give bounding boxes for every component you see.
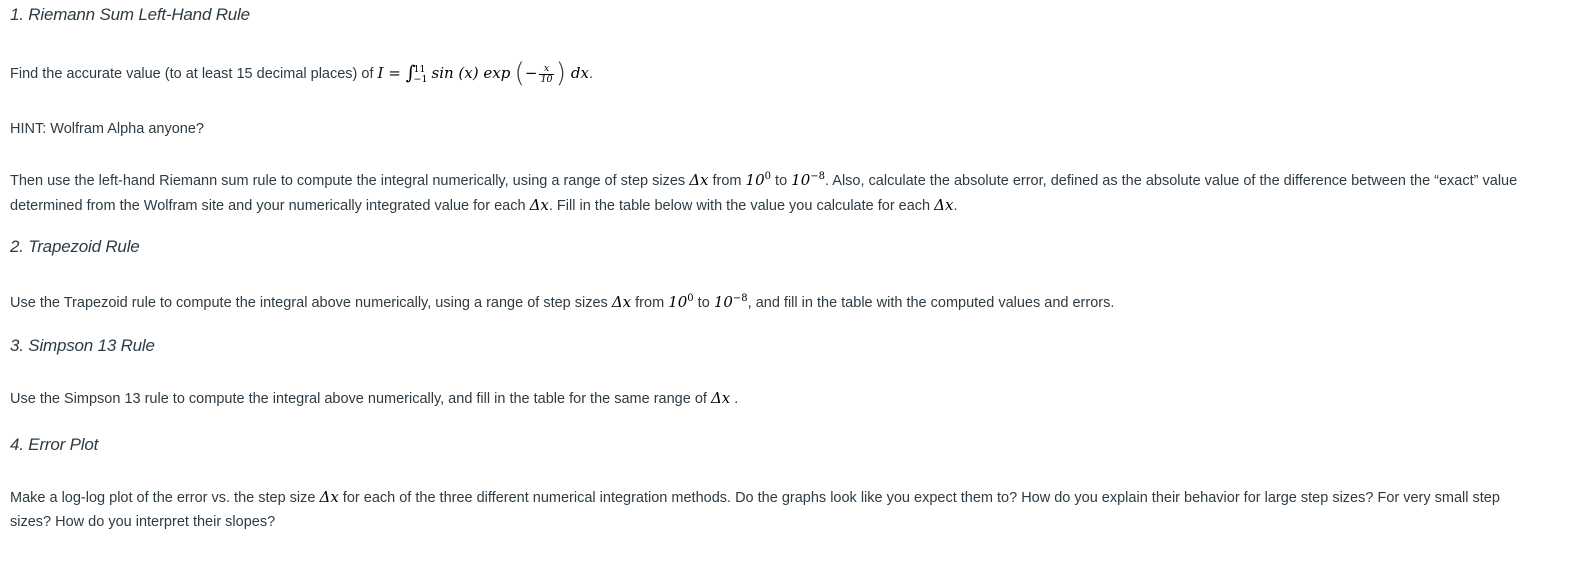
math-delta-x: Δx	[319, 488, 339, 506]
integral-limits	[413, 65, 427, 85]
integral-expression	[406, 58, 432, 90]
fraction-denominator: 10	[540, 73, 553, 85]
math-delta-x: Δx	[529, 196, 549, 214]
minus-sign: −	[524, 64, 538, 82]
period: .	[588, 66, 593, 82]
math-delta-x: Δx	[611, 293, 632, 311]
section-heading-trapezoid: 2. Trapezoid Rule	[10, 237, 140, 256]
math-power-exponent: −8	[810, 171, 826, 182]
paragraph-error-plot-instructions	[10, 485, 1545, 534]
big-paren-close: )	[555, 58, 567, 90]
text: . Also, calculate the absolute error, defined as the absolute value of the difference between the “exact” value determined from the Wolfram site and your numerically integrated value for each	[10, 173, 1518, 214]
big-paren-open: (	[514, 58, 525, 90]
section-heading-simpson: 3. Simpson 13 Rule	[10, 336, 155, 355]
paragraph-trapezoid-instructions	[10, 287, 1545, 315]
text: Make a log-log plot of the error vs. the step size	[10, 490, 320, 506]
var-x: x	[464, 64, 473, 82]
math-equals: =	[383, 64, 406, 82]
text: . Fill in the table below with the value you calculate for each	[548, 198, 935, 214]
paren-open: (	[453, 64, 465, 82]
math-power-base: 10	[791, 171, 811, 189]
paragraph-simpson-instructions	[10, 386, 1545, 411]
integral-sign: ∫	[405, 62, 416, 85]
math-power-base: 10	[745, 171, 765, 189]
paragraph-hint: HINT: Wolfram Alpha anyone?	[10, 121, 204, 137]
text: Find the accurate value (to at least 15 decimal places) of	[10, 66, 378, 82]
math-delta-x: Δx	[689, 171, 709, 189]
text: Use the Trapezoid rule to compute the integral above numerically, using a range of step sizes	[10, 295, 612, 311]
math-power-exponent: −8	[732, 293, 748, 304]
fraction-numerator: x	[539, 64, 553, 75]
text: to	[693, 295, 714, 311]
text: , and fill in the table with the computed values and errors.	[747, 295, 1115, 311]
func-exp: exp	[483, 64, 511, 82]
math-delta-x: Δx	[934, 196, 954, 214]
paragraph-find-value	[10, 58, 1545, 90]
integral-upper-limit: 11	[413, 64, 426, 76]
math-power-exponent: 0	[687, 293, 694, 304]
text: from	[708, 173, 746, 189]
math-delta-x: Δx	[710, 389, 731, 407]
integral-lower-limit: −1	[413, 74, 428, 86]
math-power-base: 10	[713, 293, 733, 311]
math-power-base: 10	[668, 293, 688, 311]
text: .	[953, 198, 958, 214]
differential-dx: dx	[566, 64, 589, 82]
text: for each of the three different numerical integration methods. Do the graphs look like you expect them to? How do you explain their behavior for large step sizes? For very small step sizes? How do you interpret their slopes?	[10, 490, 1500, 530]
text: from	[631, 295, 669, 311]
text: Then use the left-hand Riemann sum rule to compute the integral numerically, using a range of step sizes	[10, 173, 690, 189]
section-heading-error-plot: 4. Error Plot	[10, 435, 99, 454]
fraction-x-over-10	[539, 64, 553, 85]
paragraph-riemann-instructions	[10, 165, 1545, 218]
section-heading-riemann: 1. Riemann Sum Left-Hand Rule	[10, 5, 250, 24]
text: to	[771, 173, 792, 189]
func-sin: sin	[431, 64, 454, 82]
text: .	[730, 391, 739, 407]
math-power-exponent: 0	[764, 171, 772, 182]
math-I: I	[377, 64, 384, 82]
paren-close: )	[472, 64, 484, 82]
text: Use the Simpson 13 rule to compute the integral above numerically, and fill in the table for the same range of	[10, 391, 711, 407]
